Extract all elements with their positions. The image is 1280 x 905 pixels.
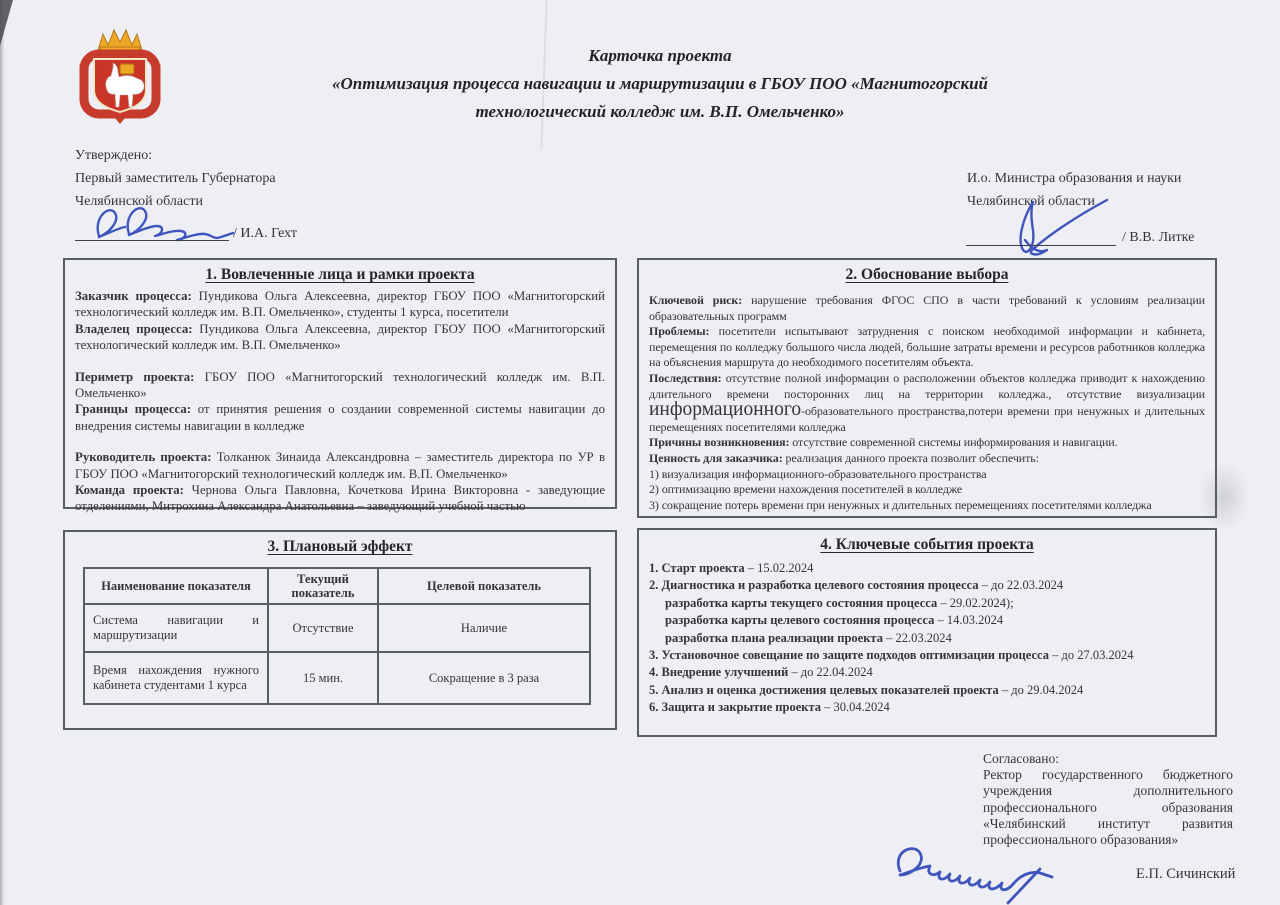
table-header-row bbox=[84, 568, 590, 604]
event-subitem: разработка плана реализации проекта – 22.03.2024 bbox=[665, 630, 952, 645]
customer-paragraph: Заказчик процесса: Пундикова Ольга Алексеевна, директор ГБОУ ПОО «Магнитогорский технологический колледж им. В.П. Омельченко», студенты 1 курса, посетители bbox=[75, 289, 605, 320]
section-choice-rationale bbox=[637, 258, 1217, 518]
section-1-title: 1. Вовлеченные лица и рамки проекта bbox=[205, 266, 475, 283]
events-list bbox=[649, 560, 1205, 717]
event-subitem: разработка карты целевого состояния процесса – 14.03.2024 bbox=[665, 613, 1004, 628]
approval-right-role-1: И.о. Министра образования и науки bbox=[967, 171, 1182, 186]
table-row: Время нахождения нужного кабинета студентами 1 курса 15 мин. Сокращение в 3 раза bbox=[84, 652, 590, 704]
section-involved-parties bbox=[63, 258, 617, 514]
agreement-block bbox=[983, 751, 1233, 848]
title-line-3: технологический колледж им. В.П. Омельченко» bbox=[475, 102, 845, 121]
document-title bbox=[200, 42, 1120, 126]
signature-line-right bbox=[966, 245, 1116, 246]
approval-left-signatory: / И.А. Гехт bbox=[233, 226, 297, 241]
process-bounds-paragraph: Границы процесса: от принятия решения о создании современной системы навигации до внедрения системы навигации в колледже bbox=[75, 402, 606, 433]
event-item: 5. Анализ и оценка достижения целевых показателей проекта – до 29.04.2024 bbox=[649, 682, 1084, 697]
consequences-paragraph: Последствия: отсутствие полной информации о расположении объектов колледжа приводит к нахождению длительного времени посторонних лиц на территории колледжа., отсутствие визуализации информационного-образовательного пространства,потери времени при ненужных и длительных перемещениях посетителями колледжа bbox=[649, 370, 1205, 434]
event-item: 6. Защита и закрытие проекта – 30.04.2024 bbox=[649, 700, 890, 715]
agreement-signatory: Е.П. Сичинский bbox=[1136, 866, 1236, 882]
value-item-2: 2) оптимизацию времени нахождения посетителей в колледже bbox=[649, 482, 963, 497]
planned-effect-table bbox=[83, 567, 591, 705]
col-header-indicator: Наименование показателя bbox=[84, 568, 268, 604]
agreement-body: Ректор государственного бюджетного учреждения дополнительного профессионального образования «Челябинский институт развития профессионального образования» bbox=[983, 767, 1233, 848]
approval-left-heading: Утверждено: bbox=[75, 148, 153, 163]
approval-left-role-2: Челябинской области bbox=[75, 194, 203, 209]
value-item-3: 3) сокращение потерь времени при ненужных и длительных перемещениях посетителями колледжа bbox=[649, 497, 1152, 512]
litke-signature bbox=[995, 196, 1117, 258]
section-4-title: 4. Ключевые события проекта bbox=[820, 536, 1034, 553]
value-item-1: 1) визуализация информационного-образовательного пространства bbox=[649, 466, 987, 481]
col-header-target: Целевой показатель bbox=[378, 568, 590, 604]
agreement-heading: Согласовано: bbox=[983, 751, 1059, 766]
section-3-title: 3. Плановый эффект bbox=[267, 538, 413, 555]
event-item: 4. Внедрение улучшений – до 22.04.2024 bbox=[649, 665, 873, 680]
event-item: 2. Диагностика и разработка целевого состояния процесса – до 22.03.2024 bbox=[649, 578, 1064, 593]
section-key-events bbox=[637, 528, 1217, 737]
event-subitem: разработка карты текущего состояния процесса – 29.02.2024); bbox=[665, 595, 1014, 610]
sichinsky-signature bbox=[888, 843, 1128, 905]
title-line-1: Карточка проекта bbox=[588, 46, 732, 65]
section-planned-effect bbox=[63, 530, 617, 730]
table-row: Система навигации и маршрутизации Отсутствие Наличие bbox=[84, 604, 590, 652]
owner-paragraph: Владелец процесса: Пундикова Ольга Алексеевна, директор ГБОУ ПОО «Магнитогорский технологический колледж им. В.П. Омельченко» bbox=[75, 321, 605, 353]
causes-paragraph: Причины возникновения: отсутствие современной системы информирования и навигации. bbox=[649, 435, 1118, 450]
project-lead-paragraph: Руководитель проекта: Толканюк Зинаида Александровна – заместитель директора по УР в ГБОУ ПОО «Магнитогорский технологический колледж им. В.П. Омельченко» bbox=[75, 450, 605, 481]
signature-line-left bbox=[75, 240, 229, 241]
perimeter-paragraph: Периметр проекта: ГБОУ ПОО «Магнитогорский технологический колледж им. В.П. Омельченко» bbox=[75, 369, 605, 401]
problems-paragraph: Проблемы: посетители испытывают затруднения с поиском необходимой информации и кабинета, перемещения по колледжу большого числа людей, большие затраты времени и ресурсов работников колледжа на объяснения маршрута до необходимого посетителям объекта. bbox=[649, 324, 1205, 370]
event-item: 1. Старт проекта – 15.02.2024 bbox=[649, 561, 814, 575]
customer-value-paragraph: Ценность для заказчика: реализация данного проекта позволит обеспечить: bbox=[649, 450, 1039, 465]
event-item: 3. Установочное совещание по защите подходов оптимизации процесса – до 27.03.2024 bbox=[649, 648, 1134, 663]
scan-corner-artifact bbox=[0, 0, 13, 46]
project-team-paragraph: Команда проекта: Чернова Ольга Павловна, Кочеткова Ирина Викторовна - заведующие отделениями, Митрохина Александра Анатольевна – заведующий учебной частью bbox=[75, 483, 606, 514]
title-line-2: «Оптимизация процесса навигации и маршрутизации в ГБОУ ПОО «Магнитогорский bbox=[331, 74, 989, 93]
section-2-title: 2. Обоснование выбора bbox=[845, 266, 1009, 283]
key-risk-paragraph: Ключевой риск: нарушение требования ФГОС СПО в части требований к условиям реализации образовательных программ bbox=[649, 293, 1205, 323]
approval-left-role-1: Первый заместитель Губернатора bbox=[75, 171, 276, 186]
approval-right-signatory: / В.В. Литке bbox=[1122, 230, 1195, 245]
chelyabinsk-coat-of-arms-icon bbox=[72, 26, 168, 124]
oversized-word: информационного bbox=[649, 399, 802, 421]
scan-edge-artifact bbox=[0, 0, 5, 905]
col-header-current: Текущий показатель bbox=[268, 568, 378, 604]
approval-right-role-2: Челябинской области bbox=[967, 194, 1095, 209]
camel-pack-shape bbox=[120, 64, 134, 74]
